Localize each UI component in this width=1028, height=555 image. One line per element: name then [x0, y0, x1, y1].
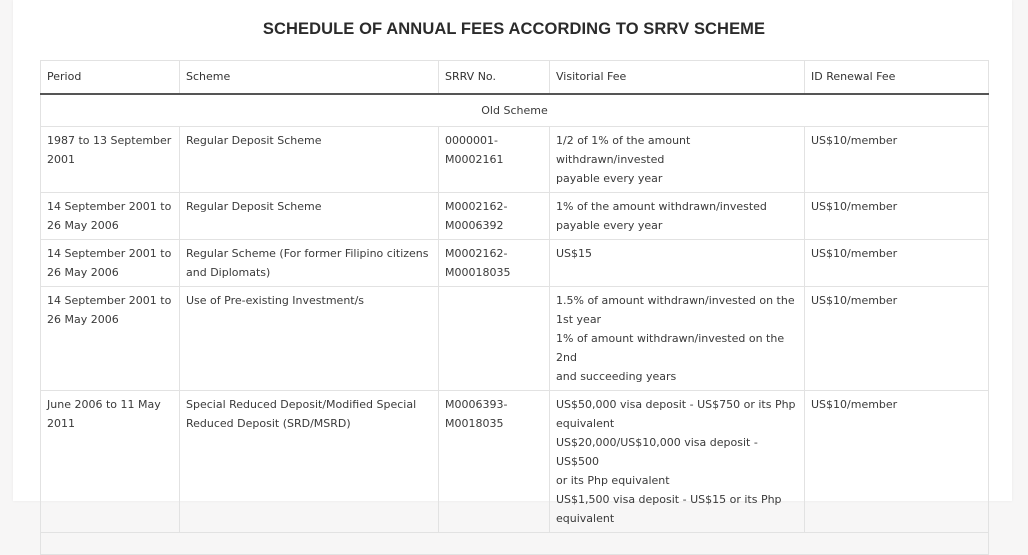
cell-visitorial-fee-line: and succeeding years — [556, 370, 677, 383]
cell-id-renewal-fee: US$10/member — [805, 240, 989, 287]
cell-visitorial-fee-line: 1.5% of amount withdrawn/invested on the — [556, 294, 795, 307]
group-row — [41, 94, 989, 127]
cell-srrv-no-line: M0018035 — [445, 417, 504, 430]
cell-srrv-no — [439, 193, 550, 240]
cell-period-line: 26 May 2006 — [47, 219, 119, 232]
cell-visitorial-fee — [550, 127, 805, 193]
cell-period-line: 2011 — [47, 417, 75, 430]
cell-srrv-no — [439, 287, 550, 391]
cell-visitorial-fee-line: equivalent — [556, 512, 615, 525]
cell-visitorial-fee-line: US$15 — [556, 247, 593, 260]
cell-scheme — [180, 287, 439, 391]
column-header-id-renewal-fee: ID Renewal Fee — [805, 61, 989, 94]
table-row — [41, 127, 989, 193]
cell-scheme-line: and Diplomats) — [186, 266, 271, 279]
cell-scheme — [180, 127, 439, 193]
group-label: Old Scheme — [41, 94, 989, 127]
table-row-partial — [41, 533, 989, 555]
column-header-scheme: Scheme — [180, 61, 439, 94]
cell-id-renewal-fee: US$10/member — [805, 193, 989, 240]
cell-period-line: 26 May 2006 — [47, 313, 119, 326]
cell-period-line: 26 May 2006 — [47, 266, 119, 279]
cell-id-renewal-fee: US$10/member — [805, 287, 989, 391]
page-title: SCHEDULE OF ANNUAL FEES ACCORDING TO SRRV SCHEME — [262, 20, 766, 38]
cell-scheme — [180, 240, 439, 287]
table-header-row — [41, 61, 989, 94]
fees-table — [40, 60, 989, 555]
table-row — [41, 391, 989, 533]
cell-period-line: 14 September 2001 to — [47, 247, 172, 260]
cell-srrv-no-line: M0006393- — [445, 398, 508, 411]
cell-period-line: 1987 to 13 September — [47, 134, 172, 147]
cell-visitorial-fee-line: 1/2 of 1% of the amount withdrawn/invested — [556, 134, 691, 166]
cell-srrv-no — [439, 127, 550, 193]
cell-id-renewal-fee: US$10/member — [805, 127, 989, 193]
cell-srrv-no-line: M0002161 — [445, 153, 504, 166]
cell-scheme-line: Regular Deposit Scheme — [186, 200, 322, 213]
cell-visitorial-fee — [550, 240, 805, 287]
cell-visitorial-fee-line: 1% of amount withdrawn/invested on the 2nd — [556, 332, 785, 364]
table-row — [41, 193, 989, 240]
cell-scheme — [180, 391, 439, 533]
column-header-period: Period — [41, 61, 180, 94]
cell-visitorial-fee-line: payable every year — [556, 219, 663, 232]
cell-period — [41, 127, 180, 193]
cell-srrv-no-line: M0002162- — [445, 247, 508, 260]
cell-scheme-line: Use of Pre-existing Investment/s — [186, 294, 365, 307]
cell-srrv-no-line: M0002162- — [445, 200, 508, 213]
cell-scheme-line: Regular Scheme (For former Filipino citizens — [186, 247, 429, 260]
cell-period-line: June 2006 to 11 May — [47, 398, 161, 411]
table-row — [41, 287, 989, 391]
cell-scheme-line: Special Reduced Deposit/Modified Special — [186, 398, 417, 411]
cell-srrv-no-line: M00018035 — [445, 266, 511, 279]
cell-period-line: 14 September 2001 to — [47, 294, 172, 307]
column-header-srrv-no: SRRV No. — [439, 61, 550, 94]
cell-visitorial-fee — [550, 391, 805, 533]
cell-scheme-line: Regular Deposit Scheme — [186, 134, 322, 147]
column-header-visitorial-fee: Visitorial Fee — [550, 61, 805, 94]
cell-visitorial-fee-line: US$1,500 visa deposit - US$15 or its Php — [556, 493, 782, 506]
cell-visitorial-fee-line: 1% of the amount withdrawn/invested — [556, 200, 767, 213]
cell-srrv-no-line: M0006392 — [445, 219, 504, 232]
cell-period — [41, 240, 180, 287]
cell-visitorial-fee — [550, 287, 805, 391]
cell-visitorial-fee-line: or its Php equivalent — [556, 474, 670, 487]
cell-srrv-no — [439, 391, 550, 533]
cell-visitorial-fee-line: US$20,000/US$10,000 visa deposit - US$500 — [556, 436, 758, 468]
cell-visitorial-fee-line: 1st year — [556, 313, 602, 326]
cell-visitorial-fee-line: equivalent — [556, 417, 615, 430]
cell-period — [41, 391, 180, 533]
cell-scheme-line: Reduced Deposit (SRD/MSRD) — [186, 417, 351, 430]
cell-period-line: 2001 — [47, 153, 75, 166]
cell-scheme — [180, 193, 439, 240]
cell-visitorial-fee-line: US$50,000 visa deposit - US$750 or its Php — [556, 398, 796, 411]
cell-period-line: 14 September 2001 to — [47, 200, 172, 213]
cell-period — [41, 193, 180, 240]
cell-srrv-no — [439, 240, 550, 287]
cell-srrv-no-line: 0000001- — [445, 134, 498, 147]
table-row — [41, 240, 989, 287]
cell-id-renewal-fee: US$10/member — [805, 391, 989, 533]
cell-period — [41, 287, 180, 391]
cell-visitorial-fee-line: payable every year — [556, 172, 663, 185]
cell-visitorial-fee — [550, 193, 805, 240]
cell-partial — [41, 533, 989, 555]
